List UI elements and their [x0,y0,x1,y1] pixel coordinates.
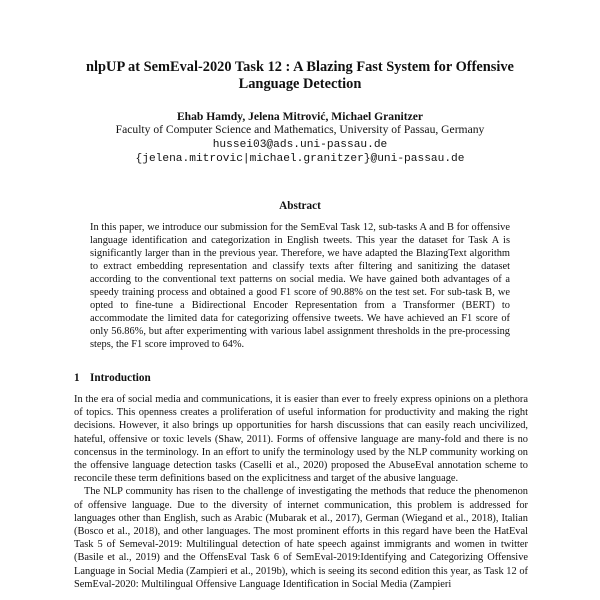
section-title: Introduction [90,372,151,384]
author-email-2: {jelena.mitrovic|michael.granitzer}@uni-passau.de [135,153,465,165]
abstract-heading: Abstract [279,200,321,212]
body-paragraph-1: In the era of social media and communications, it is easier than ever to freely express opinions on a plethora of topics. This openness creates a proliferation of useful information for productivity and making the right decisions. However, it also brings up opportunities for harsh discussions that can easily reach uncivilized, hateful, offensive or toxic levels (Shaw, 2011). Forms of offensive language are many-fold and there is no concensus in the terminology. In an effort to unify the terminology used by the NLP community working on the offensive language detection tasks (Caselli et al., 2020) proposed the AbuseEval annotation scheme to reconcile these term definitions based on the explicitness and target of the abusive language. [74,394,528,485]
paper-authors: Ehab Hamdy, Jelena Mitrović, Michael Granitzer [176,110,424,123]
author-email-1: hussei03@ads.uni-passau.de [212,139,388,151]
body-paragraph-2: The NLP community has risen to the challenge of investigating the methods that reduce the phenomenon of offensive language. Due to the diversity of internet communication, this problem is addressed for languages other than English, such as Arabic (Mubarak et al., 2017), German (Wiegand et al., 2018), Italian (Bosco et al., 2018), and other languages. The most prominent efforts in this regard have been the HatEval Task 5 of Semeval-2019: Multilingual detection of hate speech against immigrants and women in twitter (Basile et al., 2019) and the OffensEval Task 6 of SemEval-2019:Identifying and Categorizing Offensive Language in Social Media (Zampieri et al., 2019b), which is seeing its second edition this year, as Task 12 of SemEval-2020: Multilingual Offensive Language Identification in Social Media (Zampieri [74,486,528,590]
author-affiliation: Faculty of Computer Science and Mathematics, University of Passau, Germany [115,123,485,136]
section-body [74,393,528,591]
paper-title: nlpUP at SemEval-2020 Task 12 : A Blazing Fast System for Offensive Language Detection [86,59,514,92]
section-heading [74,371,151,385]
section-number: 1 [74,372,80,384]
abstract-text: In this paper, we introduce our submission for the SemEval Task 12, sub-tasks A and B for offensive language identification and categorization in English tweets. This year the dataset for Task A is significantly larger than in the previous year. Therefore, we have adapted the BlazingText algorithm to extract embedding representation and classify texts after filtering and sanitizing the dataset according to the conventional text patterns on social media. We have gained both advantages of a speedy training process and obtained a good F1 score of 90.88% on the test set. For sub-task B, we opted to fine-tune a Bidirectional Encoder Representation from a Transformer (BERT) to accommodate the limited data for categorizing offensive tweets. We have achieved an F1 score of only 56.86%, but after experimenting with various label assignment thresholds in the pre-processing steps, the F1 score improved to 64%. [90,222,510,350]
